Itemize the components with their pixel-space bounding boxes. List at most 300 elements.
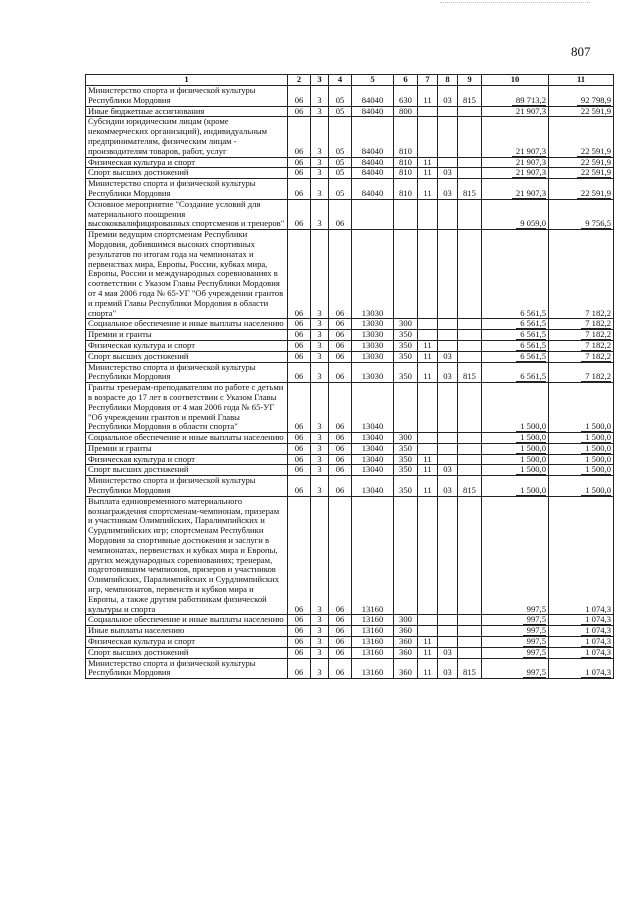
subsection: 03 xyxy=(438,351,458,362)
amount-col-11 xyxy=(549,433,614,444)
amount-col-11 xyxy=(549,476,614,497)
amount-col-10 xyxy=(482,86,549,107)
code-2: 06 xyxy=(288,647,311,658)
amount-value: 21 907,3 xyxy=(512,146,546,157)
expense-type: 350 xyxy=(394,465,418,476)
ministry-code xyxy=(458,199,482,229)
code-4: 06 xyxy=(329,340,352,351)
amount-col-11 xyxy=(549,351,614,362)
expense-type: 300 xyxy=(394,319,418,330)
subsection xyxy=(438,230,458,319)
row-name: Иные выплаты населению xyxy=(86,626,288,637)
code-2: 06 xyxy=(288,476,311,497)
expense-type: 350 xyxy=(394,340,418,351)
code-4: 06 xyxy=(329,383,352,433)
table-row xyxy=(86,443,614,454)
code-4: 06 xyxy=(329,658,352,679)
table-row xyxy=(86,454,614,465)
table-row xyxy=(86,179,614,200)
code-4: 06 xyxy=(329,330,352,341)
target-code xyxy=(352,199,394,229)
ministry-code xyxy=(458,351,482,362)
amount-value: 21 907,3 xyxy=(512,188,546,199)
target-code: 13040 xyxy=(352,383,394,433)
amount-col-11 xyxy=(549,362,614,383)
subsection xyxy=(438,496,458,615)
code-3: 3 xyxy=(311,168,329,179)
amount-col-10 xyxy=(482,626,549,637)
code-3: 3 xyxy=(311,496,329,615)
subsection xyxy=(438,319,458,330)
code-3: 3 xyxy=(311,117,329,157)
code-3: 3 xyxy=(311,658,329,679)
table-row xyxy=(86,658,614,679)
code-2: 06 xyxy=(288,443,311,454)
row-name: Министерство спорта и физической культуры Республики Мордовия xyxy=(86,86,288,107)
amount-col-10 xyxy=(482,117,549,157)
target-code: 13030 xyxy=(352,340,394,351)
amount-col-11 xyxy=(549,496,614,615)
amount-col-10 xyxy=(482,330,549,341)
code-2: 06 xyxy=(288,351,311,362)
row-name: Министерство спорта и физической культуры Республики Мордовия xyxy=(86,476,288,497)
code-2: 06 xyxy=(288,626,311,637)
amount-col-11 xyxy=(549,319,614,330)
page-number: 807 xyxy=(571,44,591,59)
amount-value: 7 182,2 xyxy=(581,308,611,319)
amount-value: 1 500,0 xyxy=(581,465,611,476)
section xyxy=(418,383,438,433)
code-4: 06 xyxy=(329,230,352,319)
section xyxy=(418,433,438,444)
ministry-code xyxy=(458,626,482,637)
ministry-code xyxy=(458,465,482,476)
table-row xyxy=(86,340,614,351)
table-row xyxy=(86,637,614,648)
amount-col-10 xyxy=(482,476,549,497)
code-2: 06 xyxy=(288,319,311,330)
amount-col-11 xyxy=(549,230,614,319)
ministry-code: 815 xyxy=(458,179,482,200)
code-3: 3 xyxy=(311,383,329,433)
ministry-code: 815 xyxy=(458,476,482,497)
amount-value: 1 074,3 xyxy=(581,637,611,648)
code-2: 06 xyxy=(288,615,311,626)
code-4: 06 xyxy=(329,351,352,362)
ministry-code xyxy=(458,647,482,658)
amount-col-11 xyxy=(549,106,614,117)
amount-value: 1 074,3 xyxy=(581,647,611,658)
code-3: 3 xyxy=(311,465,329,476)
code-3: 3 xyxy=(311,330,329,341)
amount-col-11 xyxy=(549,454,614,465)
expense-type: 350 xyxy=(394,454,418,465)
row-name: Физическая культура и спорт xyxy=(86,340,288,351)
table-row xyxy=(86,362,614,383)
amount-value: 1 074,3 xyxy=(581,626,611,637)
code-4: 06 xyxy=(329,199,352,229)
code-3: 3 xyxy=(311,637,329,648)
amount-value: 7 182,2 xyxy=(581,351,611,362)
ministry-code: 815 xyxy=(458,86,482,107)
amount-col-10 xyxy=(482,383,549,433)
column-header: 1 xyxy=(86,75,288,86)
table-row xyxy=(86,330,614,341)
top-edge-marks xyxy=(440,2,590,9)
amount-value: 1 500,0 xyxy=(516,465,546,476)
amount-value: 22 591,9 xyxy=(577,106,611,117)
row-name: Социальное обеспечение и иные выплаты населению xyxy=(86,433,288,444)
ministry-code xyxy=(458,454,482,465)
code-4: 06 xyxy=(329,615,352,626)
table-row xyxy=(86,168,614,179)
code-2: 06 xyxy=(288,658,311,679)
amount-col-10 xyxy=(482,106,549,117)
amount-value: 7 182,2 xyxy=(581,319,611,330)
code-4: 06 xyxy=(329,319,352,330)
ministry-code: 815 xyxy=(458,658,482,679)
section: 11 xyxy=(418,179,438,200)
expense-type: 810 xyxy=(394,117,418,157)
column-header: 6 xyxy=(394,75,418,86)
table-row xyxy=(86,433,614,444)
code-2: 06 xyxy=(288,168,311,179)
column-header: 2 xyxy=(288,75,311,86)
code-4: 05 xyxy=(329,179,352,200)
code-4: 05 xyxy=(329,168,352,179)
code-4: 06 xyxy=(329,637,352,648)
code-4: 06 xyxy=(329,496,352,615)
subsection xyxy=(438,330,458,341)
subsection: 03 xyxy=(438,658,458,679)
amount-value: 21 907,3 xyxy=(512,106,546,117)
code-3: 3 xyxy=(311,647,329,658)
amount-value: 997,5 xyxy=(523,647,546,658)
subsection xyxy=(438,383,458,433)
table-row xyxy=(86,496,614,615)
code-3: 3 xyxy=(311,615,329,626)
amount-col-11 xyxy=(549,647,614,658)
ministry-code xyxy=(458,383,482,433)
target-code: 84040 xyxy=(352,117,394,157)
column-header: 10 xyxy=(482,75,549,86)
row-name: Спорт высших достижений xyxy=(86,168,288,179)
column-header: 5 xyxy=(352,75,394,86)
target-code: 13160 xyxy=(352,615,394,626)
target-code: 13160 xyxy=(352,647,394,658)
section xyxy=(418,230,438,319)
target-code: 84040 xyxy=(352,179,394,200)
amount-value: 6 561,5 xyxy=(516,351,546,362)
target-code: 84040 xyxy=(352,86,394,107)
ministry-code xyxy=(458,168,482,179)
target-code: 13040 xyxy=(352,433,394,444)
expense-type: 350 xyxy=(394,443,418,454)
subsection xyxy=(438,340,458,351)
code-3: 3 xyxy=(311,351,329,362)
expense-type: 350 xyxy=(394,476,418,497)
target-code: 13030 xyxy=(352,230,394,319)
ministry-code xyxy=(458,106,482,117)
expense-type: 350 xyxy=(394,362,418,383)
target-code: 13040 xyxy=(352,465,394,476)
column-header: 4 xyxy=(329,75,352,86)
column-header: 3 xyxy=(311,75,329,86)
row-name: Физическая культура и спорт xyxy=(86,157,288,168)
ministry-code xyxy=(458,615,482,626)
subsection xyxy=(438,199,458,229)
section xyxy=(418,626,438,637)
amount-col-10 xyxy=(482,319,549,330)
expense-type: 300 xyxy=(394,433,418,444)
target-code: 84040 xyxy=(352,168,394,179)
row-name: Выплата единовременного материального вознаграждения спортсменам-чемпионам, призерам и участникам Олимпийских, Паралимпийских и Сурдлимпийских игр; спортсменам Республики Мордовия за спортивные достижения и заслуги в чемпионатах, первенствах и кубках мира и Европы, других международных соревнованиях; тренерам, подготовившим чемпионов, призеров и участников Олимпийских, Паралимпийских и Сурдлимпийских игр, чемпионатов, первенств и кубков мира и Европы, а также другим работникам физической культуры и спорта xyxy=(86,496,288,615)
code-2: 06 xyxy=(288,157,311,168)
row-name: Иные бюджетные ассигнования xyxy=(86,106,288,117)
table-row xyxy=(86,106,614,117)
amount-col-10 xyxy=(482,168,549,179)
table-row xyxy=(86,383,614,433)
ministry-code xyxy=(458,340,482,351)
section: 11 xyxy=(418,465,438,476)
expense-type: 810 xyxy=(394,157,418,168)
table-row xyxy=(86,626,614,637)
amount-col-11 xyxy=(549,330,614,341)
amount-value: 1 074,3 xyxy=(581,615,611,626)
row-name: Спорт высших достижений xyxy=(86,647,288,658)
section: 11 xyxy=(418,362,438,383)
expense-type: 360 xyxy=(394,658,418,679)
code-2: 06 xyxy=(288,362,311,383)
section xyxy=(418,496,438,615)
table-row xyxy=(86,476,614,497)
table-body xyxy=(86,86,614,679)
code-4: 05 xyxy=(329,157,352,168)
section xyxy=(418,199,438,229)
code-3: 3 xyxy=(311,340,329,351)
section: 11 xyxy=(418,476,438,497)
amount-col-11 xyxy=(549,443,614,454)
subsection: 03 xyxy=(438,168,458,179)
amount-col-10 xyxy=(482,179,549,200)
subsection: 03 xyxy=(438,476,458,497)
row-name: Субсидии юридическим лицам (кроме некоммерческих организаций), индивидуальным предпринимателям, физическим лицам - производителям товаров, работ, услуг xyxy=(86,117,288,157)
row-name: Министерство спорта и физической культуры Республики Мордовия xyxy=(86,179,288,200)
amount-value: 21 907,3 xyxy=(512,168,546,179)
code-3: 3 xyxy=(311,106,329,117)
amount-value: 1 500,0 xyxy=(516,421,546,432)
code-2: 06 xyxy=(288,179,311,200)
row-name: Премии ведущим спортсменам Республики Мордовия, добившимся высоких спортивных результатов по итогам года на чемпионатах и первенствах мира, Европы, России, кубках мира, Европы, России и международных соревнованиях в соответствии с Указом Главы Республики Мордовия от 4 мая 2006 года № 65-УГ "Об учреждении грантов и премий Главы Республики Мордовия в области спорта" xyxy=(86,230,288,319)
subsection: 03 xyxy=(438,465,458,476)
amount-col-11 xyxy=(549,615,614,626)
expense-type: 800 xyxy=(394,106,418,117)
code-4: 06 xyxy=(329,362,352,383)
target-code: 13040 xyxy=(352,454,394,465)
code-2: 06 xyxy=(288,117,311,157)
amount-col-11 xyxy=(549,383,614,433)
expense-type: 360 xyxy=(394,626,418,637)
amount-value: 997,5 xyxy=(523,626,546,637)
amount-col-11 xyxy=(549,179,614,200)
code-2: 06 xyxy=(288,465,311,476)
target-code: 13160 xyxy=(352,626,394,637)
table-row xyxy=(86,86,614,107)
target-code: 13040 xyxy=(352,443,394,454)
ministry-code xyxy=(458,330,482,341)
row-name: Социальное обеспечение и иные выплаты населению xyxy=(86,615,288,626)
amount-col-11 xyxy=(549,340,614,351)
expense-type xyxy=(394,496,418,615)
amount-value: 1 500,0 xyxy=(581,454,611,465)
code-4: 06 xyxy=(329,626,352,637)
amount-col-10 xyxy=(482,647,549,658)
amount-col-10 xyxy=(482,362,549,383)
target-code: 13030 xyxy=(352,362,394,383)
table-row xyxy=(86,615,614,626)
code-4: 06 xyxy=(329,465,352,476)
amount-col-10 xyxy=(482,199,549,229)
code-2: 06 xyxy=(288,230,311,319)
code-4: 06 xyxy=(329,454,352,465)
amount-col-11 xyxy=(549,637,614,648)
code-2: 06 xyxy=(288,330,311,341)
row-name: Гранты тренерам-преподавателям по работе с детьми в возрасте до 17 лет в соответствии с Указом Главы Республики Мордовия от 4 мая 2006 года № 65-УГ "Об учреждении грантов и премий Главы Республики Мордовия в области спорта" xyxy=(86,383,288,433)
section: 11 xyxy=(418,340,438,351)
amount-value: 92 798,9 xyxy=(577,95,611,106)
section xyxy=(418,117,438,157)
expense-type: 360 xyxy=(394,647,418,658)
amount-value: 6 561,5 xyxy=(516,319,546,330)
target-code: 84040 xyxy=(352,106,394,117)
target-code: 13030 xyxy=(352,330,394,341)
subsection xyxy=(438,637,458,648)
amount-value: 22 591,9 xyxy=(577,146,611,157)
row-name: Спорт высших достижений xyxy=(86,351,288,362)
section xyxy=(418,106,438,117)
code-2: 06 xyxy=(288,433,311,444)
amount-col-11 xyxy=(549,199,614,229)
amount-value: 1 500,0 xyxy=(581,433,611,444)
amount-value: 1 074,3 xyxy=(581,604,611,615)
amount-col-11 xyxy=(549,658,614,679)
amount-value: 22 591,9 xyxy=(577,188,611,199)
code-4: 06 xyxy=(329,647,352,658)
target-code: 13160 xyxy=(352,496,394,615)
code-2: 06 xyxy=(288,199,311,229)
amount-value: 9 059,0 xyxy=(516,218,546,229)
row-name: Физическая культура и спорт xyxy=(86,454,288,465)
expense-type xyxy=(394,199,418,229)
table-row xyxy=(86,319,614,330)
row-name: Спорт высших достижений xyxy=(86,465,288,476)
code-4: 05 xyxy=(329,106,352,117)
amount-col-11 xyxy=(549,86,614,107)
code-2: 06 xyxy=(288,496,311,615)
amount-value: 1 500,0 xyxy=(581,485,611,496)
amount-value: 1 500,0 xyxy=(581,443,611,454)
subsection: 03 xyxy=(438,362,458,383)
target-code: 13160 xyxy=(352,637,394,648)
expense-type: 810 xyxy=(394,168,418,179)
amount-value: 1 074,3 xyxy=(581,667,611,678)
amount-value: 1 500,0 xyxy=(581,421,611,432)
amount-col-10 xyxy=(482,658,549,679)
section: 11 xyxy=(418,168,438,179)
expense-type: 360 xyxy=(394,637,418,648)
expense-type: 350 xyxy=(394,351,418,362)
table-row xyxy=(86,351,614,362)
section: 11 xyxy=(418,86,438,107)
subsection xyxy=(438,454,458,465)
row-name: Министерство спорта и физической культуры Республики Мордовия xyxy=(86,658,288,679)
row-name: Социальное обеспечение и иные выплаты населению xyxy=(86,319,288,330)
budget-table xyxy=(85,74,614,679)
expense-type xyxy=(394,383,418,433)
subsection xyxy=(438,117,458,157)
amount-value: 997,5 xyxy=(523,604,546,615)
amount-value: 1 500,0 xyxy=(516,433,546,444)
column-header: 7 xyxy=(418,75,438,86)
expense-type xyxy=(394,230,418,319)
ministry-code xyxy=(458,117,482,157)
code-4: 05 xyxy=(329,117,352,157)
column-header: 8 xyxy=(438,75,458,86)
amount-col-11 xyxy=(549,117,614,157)
amount-value: 997,5 xyxy=(523,667,546,678)
amount-col-10 xyxy=(482,454,549,465)
row-name: Премии и гранты xyxy=(86,443,288,454)
amount-value: 7 182,2 xyxy=(581,340,611,351)
amount-col-11 xyxy=(549,465,614,476)
column-header: 9 xyxy=(458,75,482,86)
target-code: 84040 xyxy=(352,157,394,168)
subsection xyxy=(438,443,458,454)
section: 11 xyxy=(418,454,438,465)
ministry-code xyxy=(458,319,482,330)
table-row xyxy=(86,199,614,229)
table-row xyxy=(86,157,614,168)
table-row xyxy=(86,465,614,476)
code-3: 3 xyxy=(311,443,329,454)
amount-value: 6 561,5 xyxy=(516,371,546,382)
ministry-code xyxy=(458,496,482,615)
target-code: 13160 xyxy=(352,658,394,679)
code-4: 06 xyxy=(329,443,352,454)
section: 11 xyxy=(418,658,438,679)
row-name: Премии и гранты xyxy=(86,330,288,341)
code-2: 06 xyxy=(288,637,311,648)
amount-col-10 xyxy=(482,157,549,168)
code-2: 06 xyxy=(288,454,311,465)
amount-col-10 xyxy=(482,465,549,476)
ministry-code xyxy=(458,637,482,648)
table-row xyxy=(86,230,614,319)
subsection xyxy=(438,626,458,637)
target-code: 13030 xyxy=(352,351,394,362)
amount-col-10 xyxy=(482,351,549,362)
ministry-code: 815 xyxy=(458,362,482,383)
amount-col-11 xyxy=(549,168,614,179)
amount-value: 1 500,0 xyxy=(516,443,546,454)
code-2: 06 xyxy=(288,86,311,107)
subsection xyxy=(438,157,458,168)
subsection xyxy=(438,433,458,444)
code-3: 3 xyxy=(311,157,329,168)
code-2: 06 xyxy=(288,340,311,351)
ministry-code xyxy=(458,443,482,454)
ministry-code xyxy=(458,433,482,444)
